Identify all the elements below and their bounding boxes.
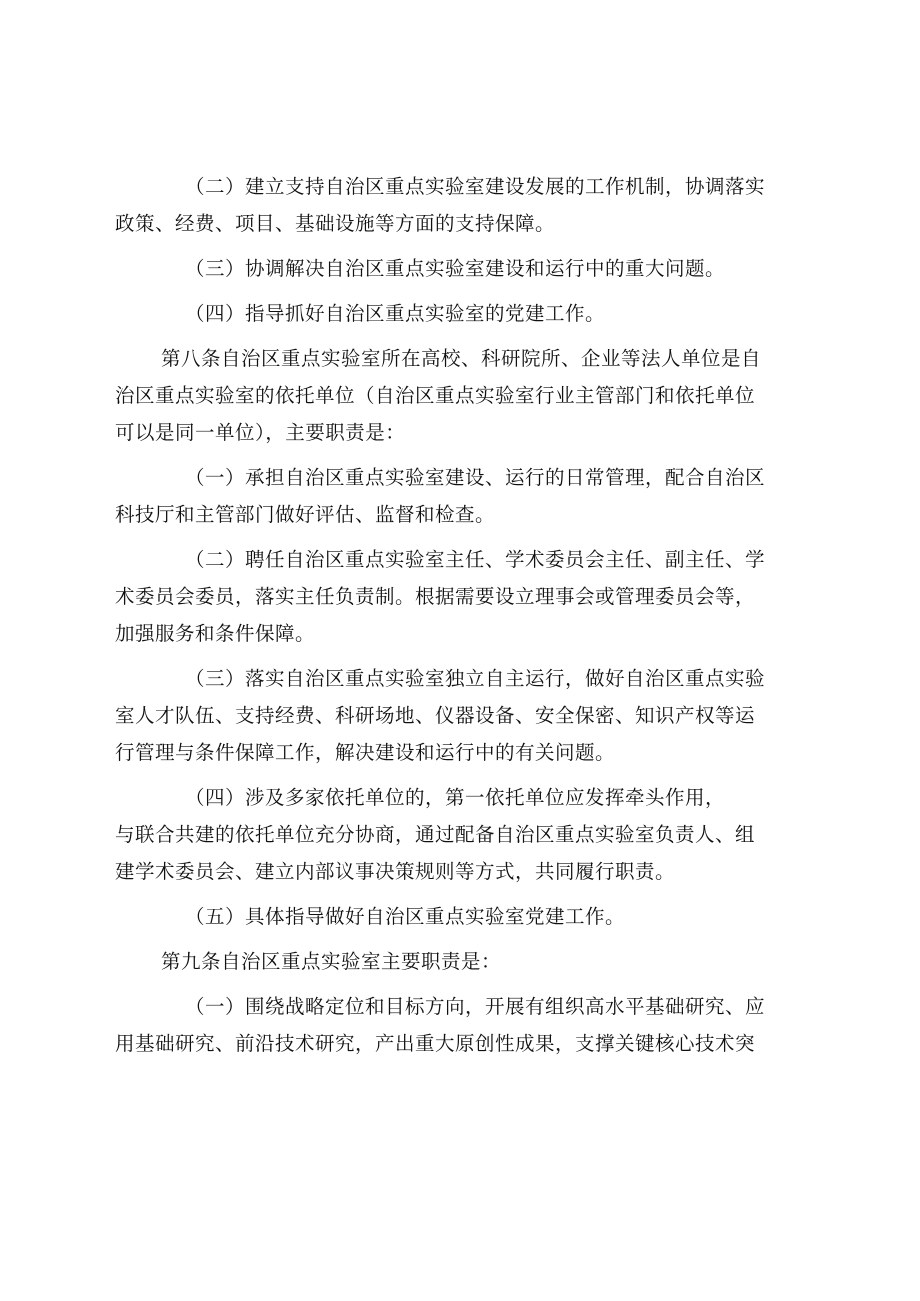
text-line: 第八条自治区重点实验室所在高校、科研院所、企业等法人单位是自 (161, 347, 762, 370)
text-line: （五）具体指导做好自治区重点实验室党建工作。 (185, 905, 626, 928)
text-line: （二）聘任自治区重点实验室主任、学术委员会主任、副主任、学 (185, 548, 766, 571)
text-line: （四）指导抓好自治区重点实验室的党建工作。 (185, 302, 606, 325)
text-line: 室人才队伍、支持经费、科研场地、仪器设备、安全保密、知识产权等运 (115, 704, 756, 727)
article-8-paragraph (115, 340, 805, 451)
article-8-item-1 (115, 459, 805, 533)
text-line: （四）涉及多家依托单位的，第一依托单位应发挥牵头作用， (185, 786, 726, 809)
paragraph-item-4 (115, 295, 805, 332)
article-8-item-3 (115, 660, 805, 771)
text-line: 加强服务和条件保障。 (115, 622, 316, 645)
text-line: 用基础研究、前沿技术研究，产出重大原创性成果，支撑关键核心技术突 (115, 1032, 756, 1055)
paragraph-item-2 (115, 168, 805, 242)
text-line: （三）落实自治区重点实验室独立自主运行，做好自治区重点实验 (185, 667, 766, 690)
document-body (115, 168, 805, 1062)
paragraph-item-3 (115, 250, 805, 287)
text-line: 第九条自治区重点实验室主要职责是： (161, 950, 502, 973)
text-line: 术委员会委员，落实主任负责制。根据需要设立理事会或管理委员会等， (115, 585, 756, 608)
text-line: 与联合共建的依托单位充分协商，通过配备自治区重点实验室负责人、组 (115, 823, 756, 846)
text-line: 建学术委员会、建立内部议事决策规则等方式，共同履行职责。 (115, 860, 676, 883)
text-line: 治区重点实验室的依托单位（自治区重点实验室行业主管部门和依托单位 (115, 384, 756, 407)
text-line: 行管理与条件保障工作，解决建设和运行中的有关问题。 (115, 741, 616, 764)
article-9-paragraph (115, 943, 805, 980)
text-line: 政策、经费、项目、基础设施等方面的支持保障。 (115, 212, 556, 235)
article-9-item-1 (115, 988, 805, 1062)
text-line: （一）围绕战略定位和目标方向，开展有组织高水平基础研究、应 (185, 995, 766, 1018)
text-line: （一）承担自治区重点实验室建设、运行的日常管理，配合自治区 (185, 466, 766, 489)
text-line: 可以是同一单位），主要职责是： (115, 421, 406, 444)
article-8-item-5 (115, 898, 805, 935)
text-line: （三）协调解决自治区重点实验室建设和运行中的重大问题。 (185, 257, 726, 280)
text-line: （二）建立支持自治区重点实验室建设发展的工作机制，协调落实 (185, 175, 766, 198)
article-8-item-2 (115, 541, 805, 652)
text-line: 科技厅和主管部门做好评估、监督和检查。 (115, 503, 496, 526)
article-8-item-4 (115, 779, 805, 890)
